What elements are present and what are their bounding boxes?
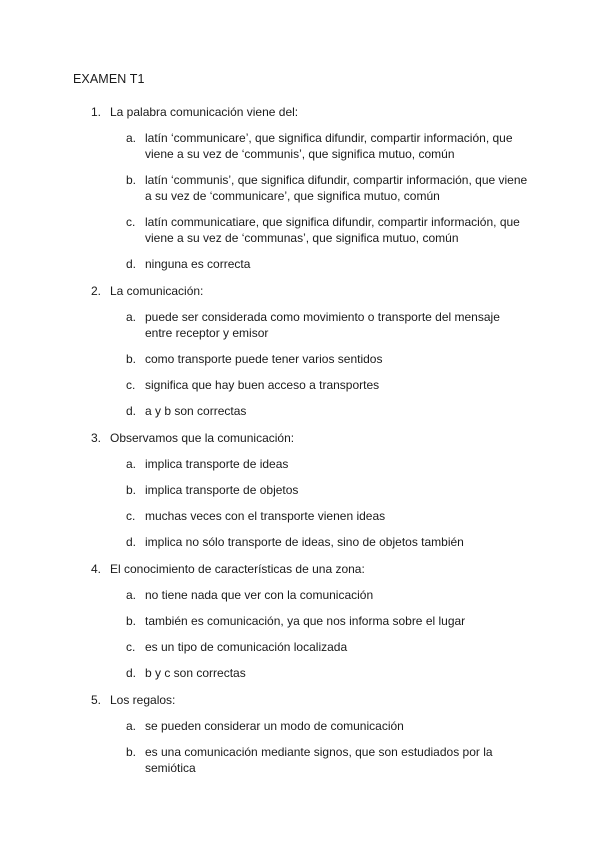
- option-list: [0, 718, 600, 776]
- option-list: [0, 587, 600, 681]
- question-number: 1.: [91, 105, 102, 119]
- option-letter: a.: [126, 457, 137, 471]
- option-letter: d.: [126, 404, 137, 418]
- option-letter: a.: [126, 310, 137, 324]
- question-number: 5.: [91, 693, 102, 707]
- option-list: [0, 456, 600, 550]
- question-1: [0, 104, 600, 272]
- option-text: latín ‘communis’, que significa difundir, compartir información, que viene a su vez de ‘communicare’, que significa mutuo, común: [145, 173, 528, 203]
- option-letter: b.: [126, 352, 137, 366]
- option-text: a y b son correctas: [145, 404, 247, 418]
- option-text: también es comunicación, ya que nos informa sobre el lugar: [145, 614, 466, 628]
- option-letter: a.: [126, 719, 137, 733]
- option-text: puede ser considerada como movimiento o transporte del mensaje entre receptor y emisor: [145, 310, 500, 340]
- option-a: [0, 309, 600, 341]
- option-text: latín communicatiare, que significa difundir, compartir información, que viene a su vez de ‘communas’, que significa mutuo, común: [145, 215, 520, 245]
- option-a: [0, 587, 600, 603]
- question-number: 2.: [91, 284, 102, 298]
- option-text: implica transporte de objetos: [145, 483, 299, 497]
- question-list: [0, 104, 600, 787]
- option-letter: b.: [126, 173, 137, 187]
- option-text: latín ‘communicare’, que significa difundir, compartir información, que viene a su vez de ‘communis’, que significa mutuo, común: [145, 131, 513, 161]
- option-b: [0, 482, 600, 498]
- option-b: [0, 744, 600, 776]
- option-text: no tiene nada que ver con la comunicación: [145, 588, 374, 602]
- question-2: [0, 283, 600, 419]
- option-text: significa que hay buen acceso a transportes: [145, 378, 380, 392]
- option-letter: d.: [126, 257, 137, 271]
- option-list: [0, 130, 600, 272]
- question-prompt: [0, 561, 600, 577]
- option-list: [0, 309, 600, 419]
- option-a: [0, 130, 600, 162]
- option-b: [0, 172, 600, 204]
- option-letter: c.: [126, 378, 136, 392]
- question-5: [0, 692, 600, 776]
- question-text: El conocimiento de características de una zona:: [110, 562, 365, 576]
- option-letter: c.: [126, 215, 136, 229]
- option-a: [0, 456, 600, 472]
- option-d: [0, 403, 600, 419]
- question-text: Los regalos:: [110, 693, 176, 707]
- option-b: [0, 351, 600, 367]
- question-4: [0, 561, 600, 681]
- option-letter: a.: [126, 588, 137, 602]
- option-c: [0, 508, 600, 524]
- question-prompt: [0, 692, 600, 708]
- question-text: La comunicación:: [110, 284, 204, 298]
- option-c: [0, 377, 600, 393]
- option-letter: d.: [126, 535, 137, 549]
- question-text: Observamos que la comunicación:: [110, 431, 295, 445]
- question-prompt: [0, 283, 600, 299]
- option-letter: b.: [126, 483, 137, 497]
- question-prompt: [0, 430, 600, 446]
- option-letter: b.: [126, 745, 137, 759]
- option-text: b y c son correctas: [145, 666, 246, 680]
- option-text: muchas veces con el transporte vienen ideas: [145, 509, 386, 523]
- option-letter: a.: [126, 131, 137, 145]
- question-text: La palabra comunicación viene del:: [110, 105, 299, 119]
- option-text: se pueden considerar un modo de comunicación: [145, 719, 404, 733]
- exam-title: EXAMEN T1: [73, 72, 145, 86]
- option-text: implica no sólo transporte de ideas, sino de objetos también: [145, 535, 464, 549]
- question-prompt: [0, 104, 600, 120]
- option-c: [0, 639, 600, 655]
- option-c: [0, 214, 600, 246]
- option-text: como transporte puede tener varios sentidos: [145, 352, 383, 366]
- option-text: es un tipo de comunicación localizada: [145, 640, 348, 654]
- option-text: es una comunicación mediante signos, que son estudiados por la semiótica: [145, 745, 493, 775]
- option-letter: b.: [126, 614, 137, 628]
- option-d: [0, 534, 600, 550]
- option-letter: d.: [126, 666, 137, 680]
- option-d: [0, 665, 600, 681]
- question-number: 3.: [91, 431, 102, 445]
- option-letter: c.: [126, 509, 136, 523]
- option-a: [0, 718, 600, 734]
- question-number: 4.: [91, 562, 102, 576]
- option-letter: c.: [126, 640, 136, 654]
- option-text: ninguna es correcta: [145, 257, 251, 271]
- option-text: implica transporte de ideas: [145, 457, 289, 471]
- option-b: [0, 613, 600, 629]
- option-d: [0, 256, 600, 272]
- question-3: [0, 430, 600, 550]
